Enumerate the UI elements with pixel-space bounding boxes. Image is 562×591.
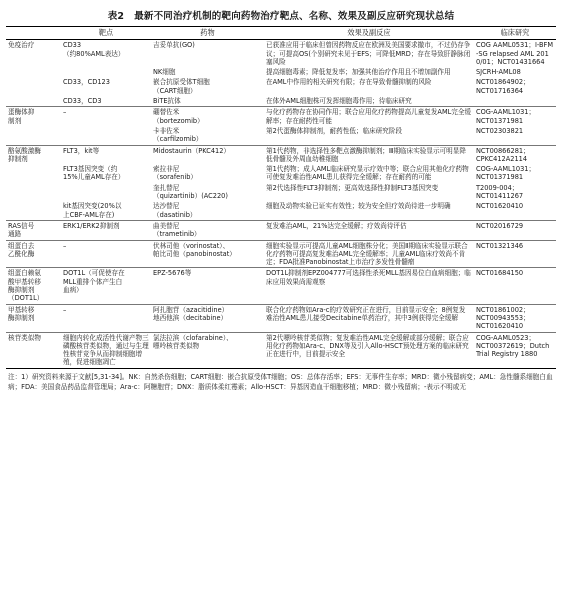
table-row xyxy=(6,107,556,126)
cell-target: 细胞内转化成活性代谢产物三磷酸核苷类似物，通过与生理性核苷竞争从而抑制细胞增殖，促进细胞凋亡 xyxy=(61,332,151,368)
cell-trial: SJCRH-AML08 xyxy=(476,68,521,77)
table-row xyxy=(6,304,556,332)
table-body xyxy=(6,40,556,368)
cell-effect: 已获准应用于临床但曾因药物反应在欧洲及美国要求撤市，不过仍存争议；可提高OS(个别研究未见于EFS；可降低MRD；存在导致肝静脉闭塞风险 xyxy=(264,40,474,67)
cell-target: FLT3，kit等 xyxy=(61,145,151,164)
cell-drug: 嵌合抗原受体T细胞 （CART细胞） xyxy=(153,78,210,95)
cell-trial: COG-AAML0523； NCT00372619；Dutch Trial Registry 1880 xyxy=(474,332,556,368)
cell-trial: COG-AAML1031； NCT01371981 xyxy=(474,107,556,126)
cell-drug: 阿扎胞苷（azacitidine） 地西他滨（decitabine） xyxy=(151,304,264,332)
cell-mechanism: 组蛋白去 乙酰化酶 xyxy=(6,240,61,268)
cell-drug: Midostaurin（PKC412） xyxy=(151,145,264,164)
drug-summary-table xyxy=(6,26,556,369)
cell-effect: 第2代蛋酶体抑制剂，耐药性低；临床研究阶段 xyxy=(266,126,403,135)
cell-mechanism xyxy=(6,201,61,220)
table-title xyxy=(6,8,556,22)
header-trial: 临床研究 xyxy=(474,27,556,40)
cell-trial: NCT02303821 xyxy=(476,126,524,135)
cell-effect: 在体外AML细胞株可发挥细胞毒作用；待临床研究 xyxy=(266,97,412,106)
cell-mechanism: 甲基转移 酶抑制剂 xyxy=(6,304,61,332)
table-number: 表2 xyxy=(107,11,125,22)
cell-effect: 提高细胞毒素；降低复发率；加强其他治疗作用且不增加副作用 xyxy=(266,68,451,77)
table-row xyxy=(6,96,556,107)
cell-trial: COG-AAML1031； NCT01371981 xyxy=(476,165,536,182)
cell-drug: 索拉非尼 （sorafenib） xyxy=(153,165,197,182)
cell-trial: NCT01861002； NCT00943553； NCT01620410 xyxy=(474,304,556,332)
cell-target xyxy=(61,126,151,145)
cell-target: DOT1L（可促使存在 MLL重排个体产生白 血病） xyxy=(61,268,151,304)
cell-drug: BiTE抗体 xyxy=(153,97,181,106)
table-row xyxy=(6,240,556,268)
cell-drug: 氯法拉滨（clofarabine）、 嘌呤核苷类似物 xyxy=(151,332,264,368)
cell-drug: 曲美替尼 （trametinib） xyxy=(151,220,264,240)
table-footnote: 注：1）研究资料来源于文献[5,31-34]。NK：自然杀伤细胞；CART细胞：嵌合抗原受体T细胞；OS：总体存活率；EFS：无事件生存率；MRD：微小残留病变；AML：急性髓系细胞白血病；FDA：美国食品药品监督管理局；Ara-c：阿糖胞苷；DNX：脂质体柔红霉素；Allo-HSCT：异基因造血干细胞移植；MRD：微小残留病；-表示不明或无 xyxy=(8,372,553,392)
table-row xyxy=(6,67,556,77)
cell-effect: 第2代嘌呤核苷类似物；复发难治性AML完全缓解或部分缓解；联合应用化疗药物如Ara-c、DNX等及引入Allo-HSCT预处理方案的临床研究正在进行中，目前提示安全 xyxy=(264,332,474,368)
cell-mechanism: RAS信号 通路 xyxy=(6,220,61,240)
cell-effect: 细胞及动物实验已证实有效性；较为安全但疗效尚待进一步明确 xyxy=(266,202,451,211)
cell-effect: 在AML中作用的相关研究有限；存在导致骨髓抑制的风险 xyxy=(266,78,432,87)
cell-drug: EPZ-5676等 xyxy=(151,268,264,304)
table-caption: 最新不同治疗机制的靶向药物治疗靶点、名称、效果及副反应研究现状总结 xyxy=(134,11,455,22)
cell-effect: DOT1L抑制剂EPZ004777可选择性杀死MLL基因易位白血病细胞；临床应用效果尚需观察 xyxy=(264,268,474,304)
cell-drug: NK细胞 xyxy=(153,68,176,77)
cell-target: – xyxy=(61,107,151,126)
header-row xyxy=(6,27,556,40)
cell-effect: 联合化疗药物如Ara-c的疗效研究正在进行，目前显示安全；8例复发难治性AML患儿接受Decitabine单药治疗，其中3例获得完全缓解 xyxy=(264,304,474,332)
cell-trial: NCT01864902； NCT01716364 xyxy=(476,78,530,95)
cell-effect: 第1代药物；成人AML临床研究显示疗效中等；联合应用其他化疗药物可使复发难治性AML患儿获得完全缓解；存在耐药的可能 xyxy=(266,165,469,182)
cell-drug: 伏林司他（vorinostat）、 帕比司他（panobinostat） xyxy=(151,240,264,268)
cell-mechanism: 组蛋白赖氨 酸甲基转移 酶抑制剂 （DOT1L） xyxy=(6,268,61,304)
cell-mechanism: 蛋酶体抑 制剂 xyxy=(6,107,61,126)
table-row xyxy=(6,40,556,67)
cell-target: kit基因突变(20%以 上CBF-AML存在) xyxy=(63,202,122,219)
cell-mechanism xyxy=(6,96,61,107)
cell-trial: NCT01620410 xyxy=(476,202,524,211)
table-row xyxy=(6,220,556,240)
cell-mechanism: 免疫治疗 xyxy=(6,40,61,67)
cell-target xyxy=(61,67,151,77)
header-mechanism xyxy=(6,27,61,40)
cell-target: CD33，CD123 xyxy=(63,78,110,87)
cell-target xyxy=(61,183,151,202)
header-drug: 药物 xyxy=(151,27,264,40)
cell-effect: 第1代药物，非选择性多靶点激酶抑制剂；Ⅲ期临床实验显示可明显降低骨髓及外周血幼稚细胞 xyxy=(264,145,474,164)
cell-trial: NCT02016729 xyxy=(474,220,556,240)
cell-drug: 卡非佐米 （carfilzomib） xyxy=(153,126,203,144)
table-row xyxy=(6,77,556,96)
header-effect: 效果及副反应 xyxy=(264,27,474,40)
cell-mechanism xyxy=(6,67,61,77)
cell-effect: 第2代选择性FLT3抑制剂；更高效选择性抑制FLT3基因突变 xyxy=(266,183,439,192)
header-target: 靶点 xyxy=(61,27,151,40)
cell-drug: 吉妥单抗(GO) xyxy=(151,40,264,67)
cell-mechanism xyxy=(6,183,61,202)
cell-trial: NCT00866281； CPKC412A2114 xyxy=(474,145,556,164)
cell-target: CD33，CD3 xyxy=(63,97,102,106)
cell-target: FLT3基因突变（约 15%儿童AML存在） xyxy=(63,165,125,182)
cell-effect: 与化疗药物存在协同作用；联合应用化疗药物提高儿童复发AML完全缓解率；存在耐药性可能 xyxy=(264,107,474,126)
cell-mechanism xyxy=(6,77,61,96)
cell-target: – xyxy=(61,304,151,332)
cell-target: – xyxy=(61,240,151,268)
table-row xyxy=(6,164,556,183)
cell-effect: 复发难治AML，21%达完全缓解；疗效尚待评估 xyxy=(264,220,474,240)
cell-trial: NCT01321346 xyxy=(474,240,556,268)
cell-mechanism: 酪氨酸激酶 抑制剂 xyxy=(6,145,61,164)
cell-mechanism xyxy=(6,164,61,183)
cell-trial: T2009-004； NCT01411267 xyxy=(476,183,524,201)
cell-trial xyxy=(474,96,556,107)
cell-mechanism: 核苷类似物 xyxy=(6,332,61,368)
cell-target: CD33 （约80%AML表达） xyxy=(61,40,151,67)
cell-mechanism xyxy=(6,126,61,145)
table-row xyxy=(6,183,556,202)
table-row xyxy=(6,201,556,220)
table-row xyxy=(6,126,556,145)
cell-drug: 达沙替尼 （dasatinib） xyxy=(153,202,197,219)
table-row xyxy=(6,268,556,304)
cell-trial: COG AAML0531；I-BFM-SG relapsed AML 2010/01；NCT01431664 xyxy=(474,40,556,67)
cell-drug: 硼替佐米 （bortezomib） xyxy=(151,107,264,126)
cell-trial: NCT01684150 xyxy=(474,268,556,304)
table-row xyxy=(6,332,556,368)
cell-drug: 奎扎替尼 （quizartinib）(AC220) xyxy=(153,183,228,201)
cell-target: ERK1/ERK2抑制剂 xyxy=(61,220,151,240)
table-row xyxy=(6,145,556,164)
cell-effect: 细胞实验显示可提高儿童AML细胞株分化；美国Ⅱ期临床实验显示联合化疗药物可提高复发难治AML完全缓解率；儿童AML临床疗效尚不肯定；FDA批准Panobinostat上市治疗多发性骨髓瘤 xyxy=(264,240,474,268)
